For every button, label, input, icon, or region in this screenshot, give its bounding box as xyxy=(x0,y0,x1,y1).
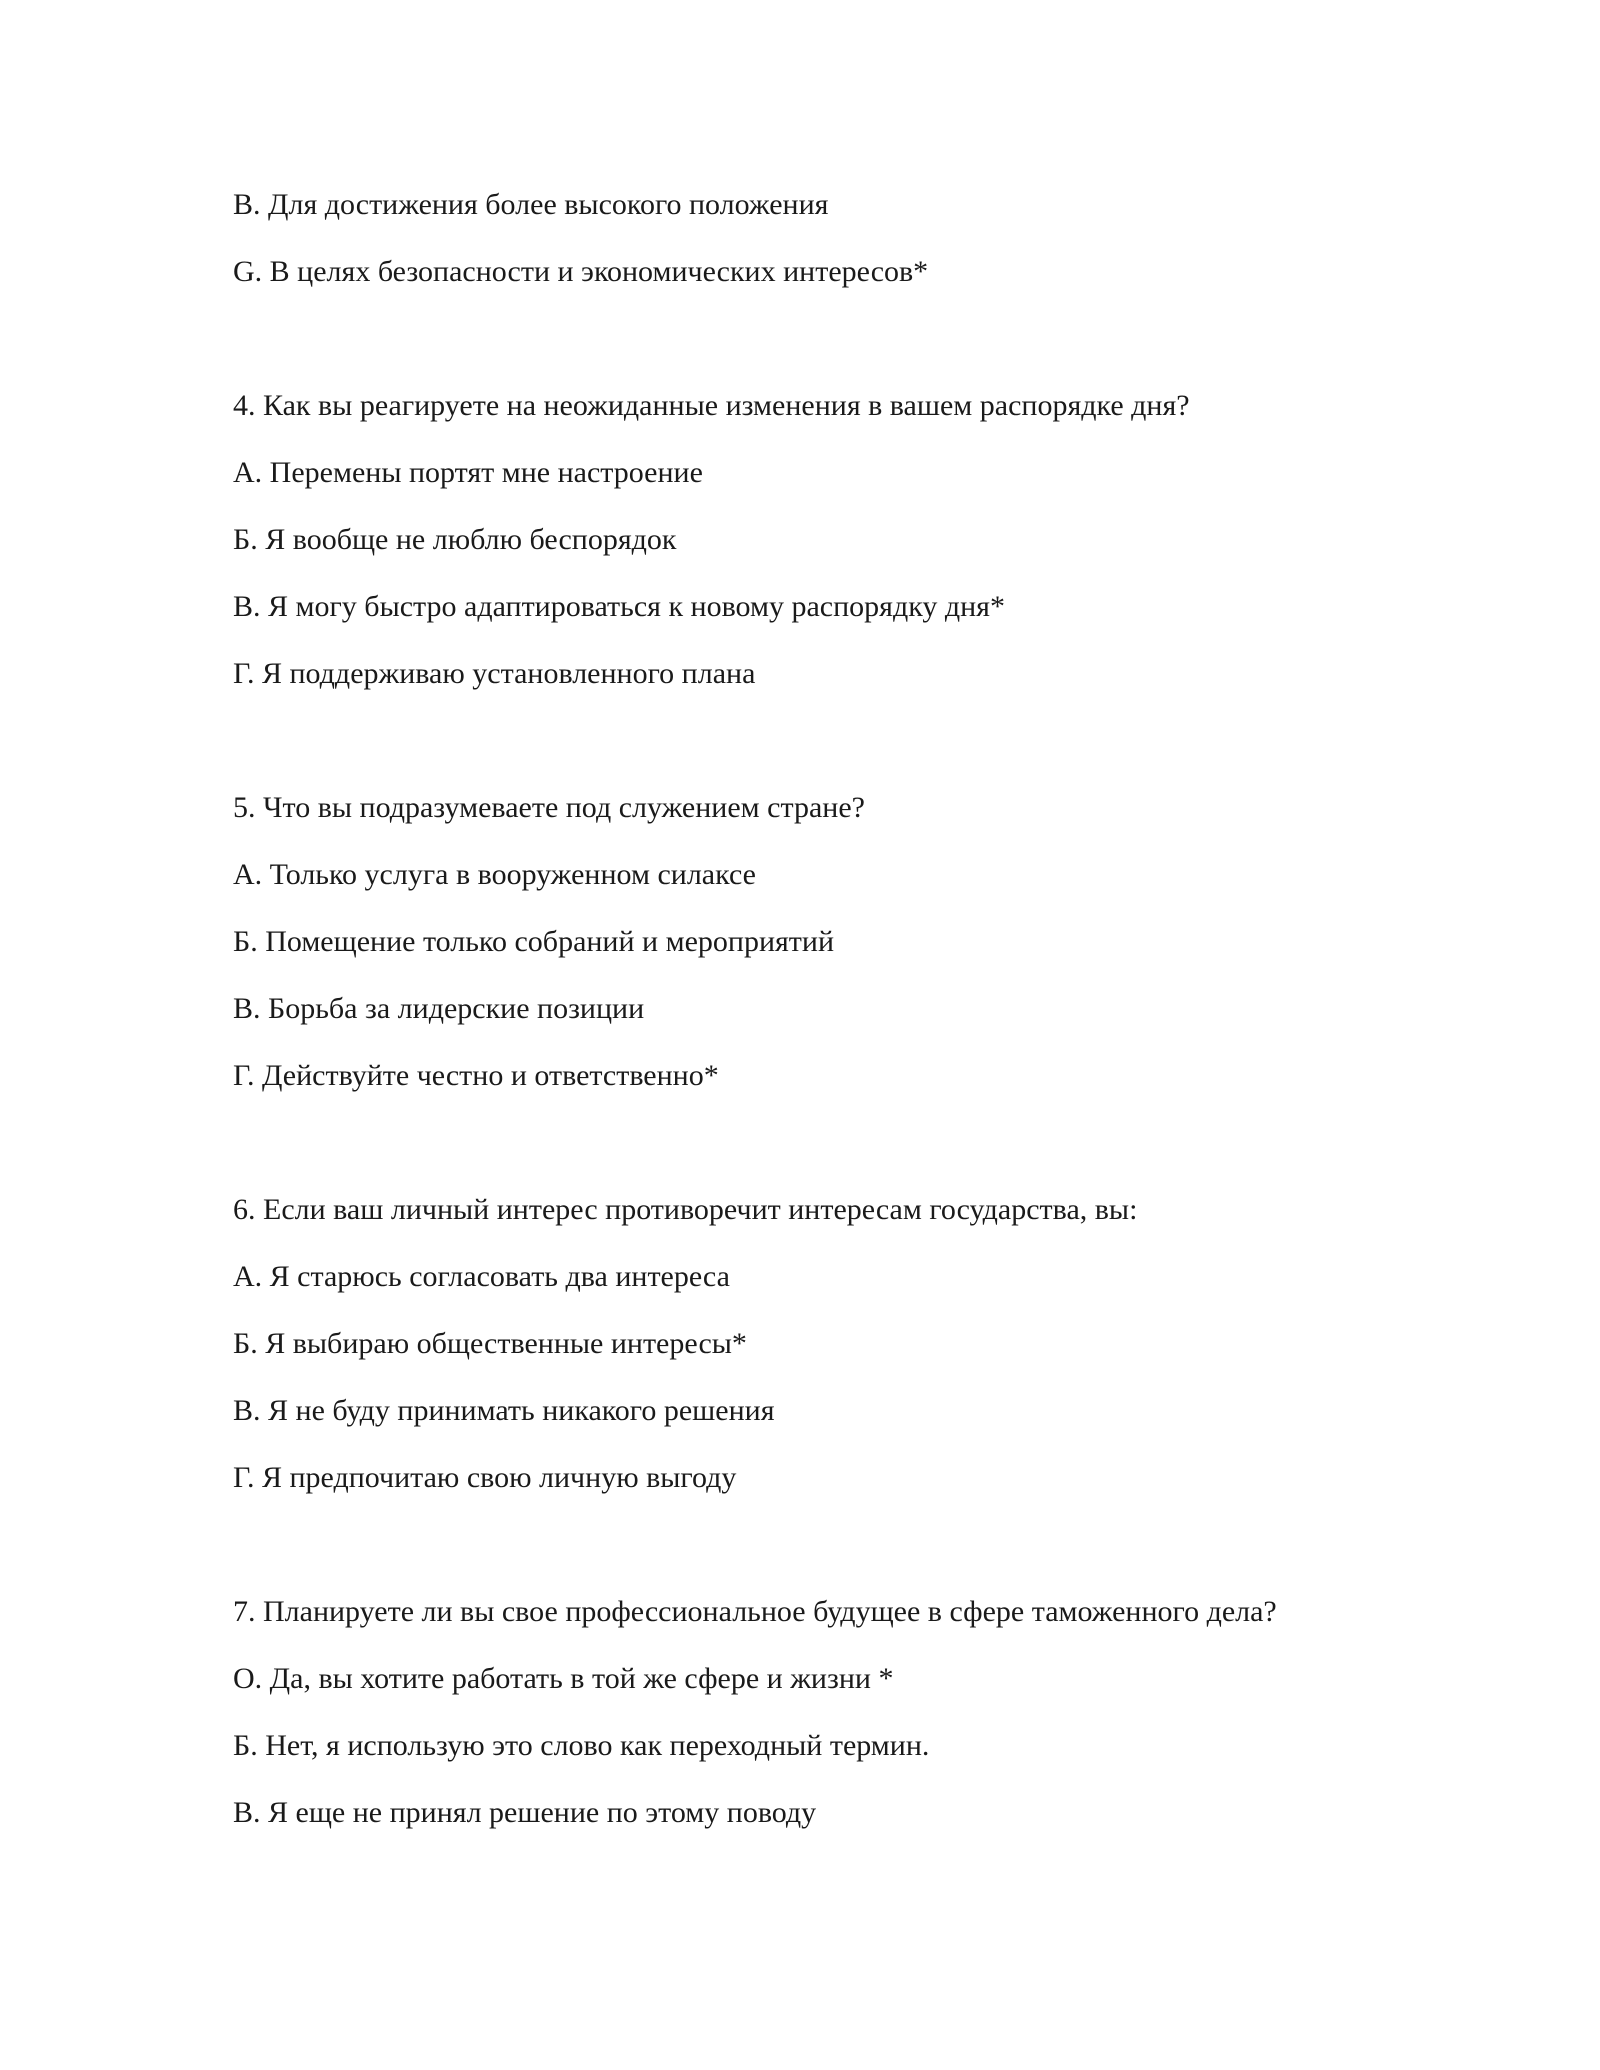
question-5: 5. Что вы подразумеваете под служением стране? xyxy=(233,791,865,824)
answer-option-5a: A. Только услуга в вооруженном силаксе xyxy=(233,858,756,891)
question-7: 7. Планируете ли вы свое профессиональное будущее в сфере таможенного дела? xyxy=(233,1595,1277,1628)
answer-option-4g: Г. Я поддерживаю установленного плана xyxy=(233,657,756,690)
answer-option-3b: B. Для достижения более высокого положения xyxy=(233,188,829,221)
answer-option-6b: Б. Я выбираю общественные интересы* xyxy=(233,1327,747,1360)
question-4: 4. Как вы реагируете на неожиданные изменения в вашем распорядке дня? xyxy=(233,389,1190,422)
question-6: 6. Если ваш личный интерес противоречит интересам государства, вы: xyxy=(233,1193,1138,1226)
answer-option-5v: В. Борьба за лидерские позиции xyxy=(233,992,645,1025)
answer-option-6v: В. Я не буду принимать никакого решения xyxy=(233,1394,775,1427)
answer-option-6g: Г. Я предпочитаю свою личную выгоду xyxy=(233,1461,737,1494)
answer-option-3g: G. В целях безопасности и экономических интересов* xyxy=(233,255,929,288)
answer-option-7b: Б. Нет, я использую это слово как переходный термин. xyxy=(233,1729,930,1762)
answer-option-4b: Б. Я вообще не люблю беспорядок xyxy=(233,523,677,556)
answer-option-6a: A. Я старюсь согласовать два интереса xyxy=(233,1260,730,1293)
answer-option-5g: Г. Действуйте честно и ответственно* xyxy=(233,1059,719,1092)
answer-option-5b: Б. Помещение только собраний и мероприятий xyxy=(233,925,835,958)
answer-option-4v: В. Я могу быстро адаптироваться к новому распорядку дня* xyxy=(233,590,1005,623)
answer-option-4a: A. Перемены портят мне настроение xyxy=(233,456,703,489)
answer-option-7v: В. Я еще не принял решение по этому поводу xyxy=(233,1796,817,1829)
answer-option-7a: О. Да, вы хотите работать в той же сфере и жизни * xyxy=(233,1662,894,1695)
